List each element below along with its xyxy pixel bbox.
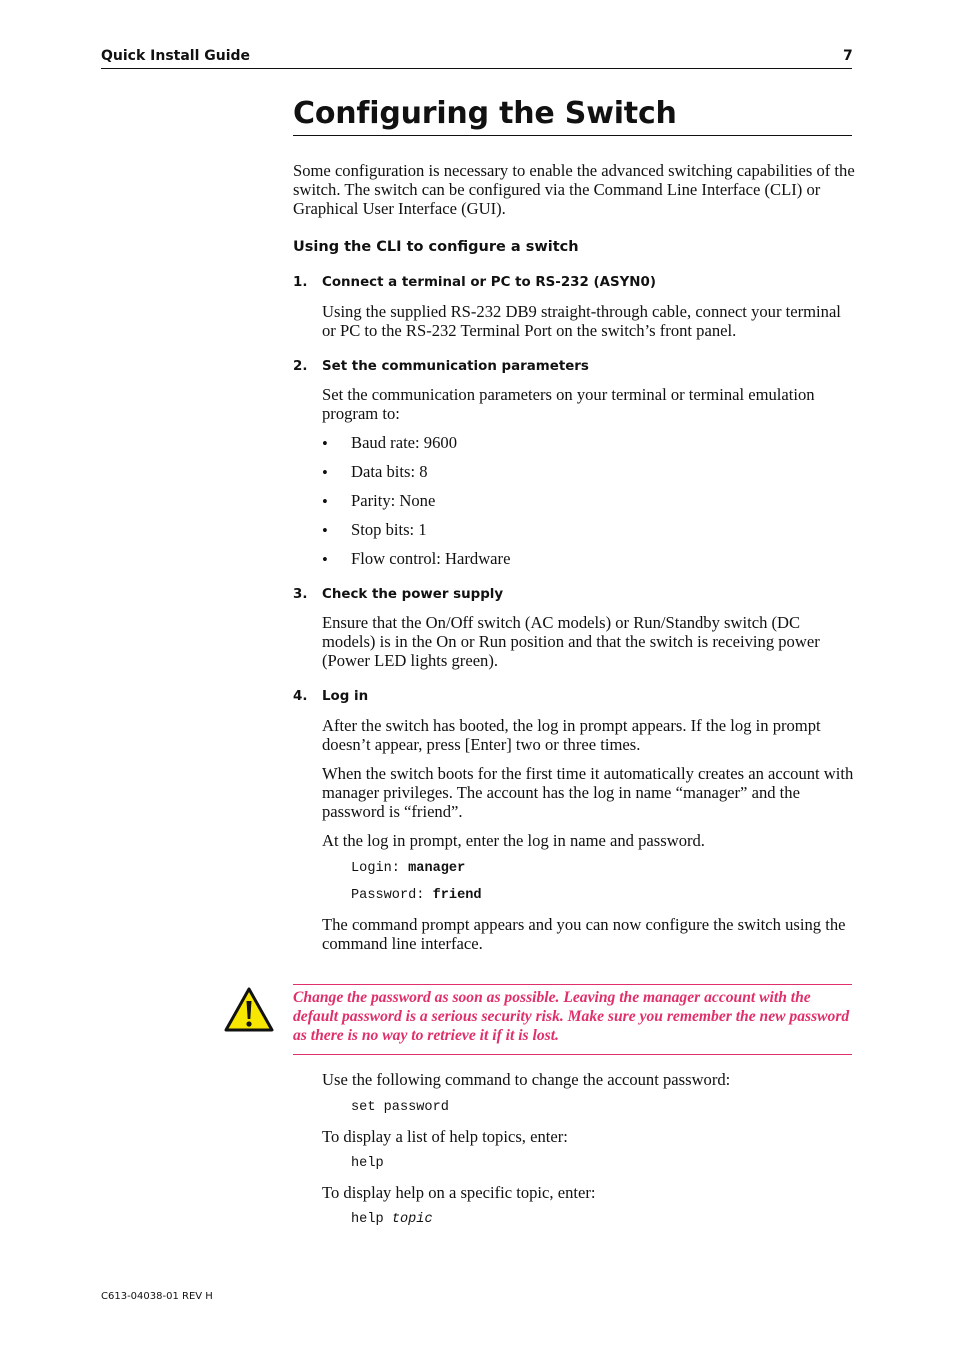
list-item (322, 462, 722, 491)
step-number: 2. (293, 359, 308, 374)
help-topic-text (322, 1183, 854, 1202)
step-4-para-1 (322, 716, 854, 754)
section-title-divider (293, 135, 852, 136)
page-number: 7 (843, 48, 853, 64)
password-prompt: Password: (351, 888, 425, 903)
header-divider (101, 68, 852, 69)
help-topic-command (351, 1212, 433, 1227)
change-password-line: Use the following command to change the account password: (322, 1070, 731, 1089)
help-topic-arg: topic (391, 1212, 433, 1227)
help-command: help (351, 1156, 384, 1171)
step-4-after-text (322, 915, 854, 953)
step-3-text: Ensure that the On/Off switch (AC models) or Run/Standby switch (DC models) is in the On or Run position and that the switch is receiving power (Power LED lights green). (322, 613, 820, 670)
step-heading-text: Log in (322, 689, 369, 704)
step-2-text: Set the communication parameters on your terminal or terminal emulation program to: (322, 385, 815, 423)
list-item-text: Flow control: Hardware (351, 549, 511, 568)
list-item-text: Data bits: 8 (351, 462, 428, 481)
step-4-text: At the log in prompt, enter the log in name and password. (322, 831, 705, 850)
bullet-icon: • (322, 463, 328, 482)
warning-triangle-icon (223, 986, 275, 1034)
step-number: 1. (293, 275, 308, 290)
password-value: friend (432, 888, 482, 903)
comm-params-list (322, 433, 722, 578)
footer-doc-id: C613-04038-01 REV H (101, 1291, 213, 1302)
step-1-text: Using the supplied RS-232 DB9 straight-through cable, connect your terminal or PC to the RS-232 Terminal Port on the switch’s front panel. (322, 302, 841, 340)
login-value: manager (408, 861, 466, 876)
list-item (322, 491, 722, 520)
intro-text: Some configuration is necessary to enable the advanced switching capabilities of the switch. The switch can be configured via the Command Line Interface (CLI) or Graphical User Interface (GUI). (293, 161, 855, 218)
step-heading-text: Set the communication parameters (322, 359, 589, 374)
step-4-para-3 (322, 831, 854, 850)
login-code-line (351, 861, 465, 876)
warning-bottom-rule (293, 1054, 852, 1055)
after-login-text: The command prompt appears and you can now configure the switch using the command line interface. (322, 915, 846, 953)
header-title: Quick Install Guide (101, 48, 251, 64)
warning-top-rule (293, 984, 852, 985)
list-item (322, 433, 722, 462)
bullet-icon: • (322, 492, 328, 511)
step-heading-text: Connect a terminal or PC to RS-232 (ASYN0) (322, 275, 656, 290)
warning-text: Change the password as soon as possible. Leaving the manager account with the default password is a serious security risk. Make sure you remember the new password as there is no way to retrieve it if it is lost. (293, 989, 850, 1044)
set-password-command: set password (351, 1100, 449, 1115)
help-list-line: To display a list of help topics, enter: (322, 1127, 568, 1146)
step-number: 4. (293, 689, 308, 704)
bullet-icon: • (322, 550, 328, 569)
intro-paragraph (293, 161, 855, 218)
step-3-body (322, 613, 854, 670)
bullet-icon: • (322, 434, 328, 453)
list-item-text: Baud rate: 9600 (351, 433, 457, 452)
list-item (322, 549, 722, 578)
step-4-text: When the switch boots for the first time it automatically creates an account with manager privileges. The account has the log in name “manager” and the password is “friend”. (322, 764, 854, 821)
step-1-body (322, 302, 854, 340)
section-title: Configuring the Switch (293, 96, 677, 131)
list-item-text: Stop bits: 1 (351, 520, 427, 539)
change-password-text (322, 1070, 854, 1089)
list-item-text: Parity: None (351, 491, 436, 510)
step-heading-text: Check the power supply (322, 587, 504, 602)
step-number: 3. (293, 587, 308, 602)
list-item (322, 520, 722, 549)
step-2-body (322, 385, 854, 423)
password-code-line (351, 888, 482, 903)
help-topic-cmd: help (351, 1212, 384, 1227)
step-4-para-2 (322, 764, 854, 821)
help-topic-line: To display help on a specific topic, enter: (322, 1183, 596, 1202)
bullet-icon: • (322, 521, 328, 540)
login-prompt: Login: (351, 861, 400, 876)
help-list-text (322, 1127, 854, 1146)
step-4-text: After the switch has booted, the log in prompt appears. If the log in prompt doesn’t appear, press [Enter] two or three times. (322, 716, 821, 754)
subheading: Using the CLI to configure a switch (293, 239, 579, 255)
